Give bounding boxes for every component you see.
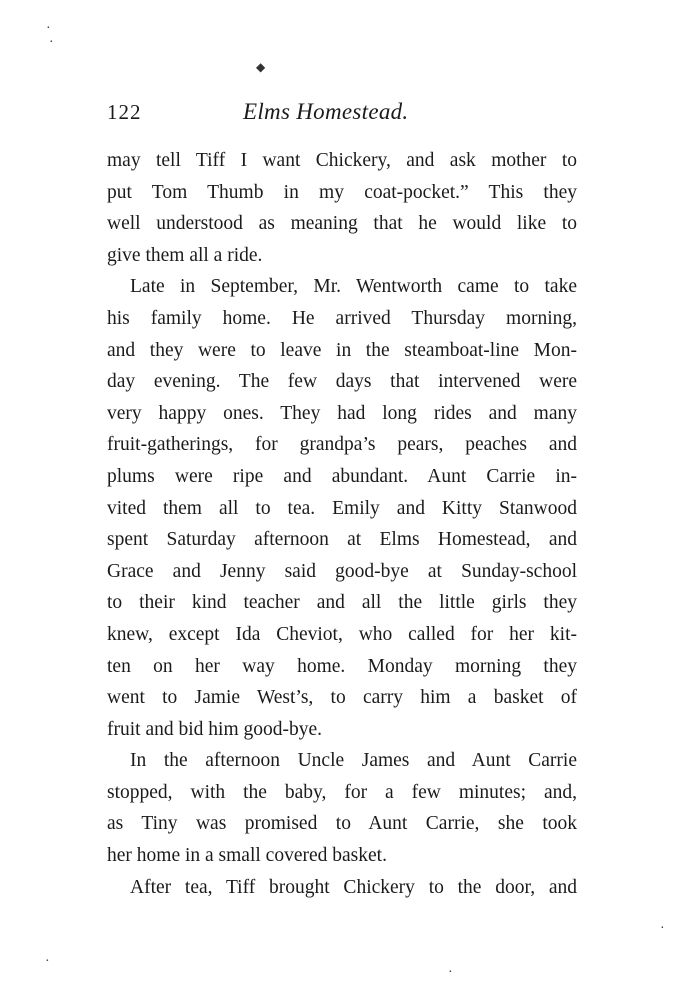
text-line: give them all a ride. <box>107 244 263 266</box>
text-line: ten on her way home. Monday morning they <box>107 655 577 677</box>
speck-mark: · <box>45 954 50 969</box>
text-line: fruit-gatherings, for grandpa’s pears, peaches and <box>107 434 577 456</box>
running-head <box>107 100 577 132</box>
text-line: day evening. The few days that intervened were <box>107 371 577 393</box>
speck-mark: · <box>660 921 665 936</box>
running-title: Elms Homestead. <box>243 99 409 124</box>
text-line: and they were to leave in the steamboat-line Mon- <box>107 339 577 361</box>
text-line: as Tiny was promised to Aunt Carrie, she took <box>107 813 577 835</box>
paragraph-first-line: In the afternoon Uncle James and Aunt Carrie <box>130 750 577 772</box>
speck-mark: · <box>46 21 51 36</box>
text-line: well understood as meaning that he would like to <box>107 213 577 235</box>
paragraph-first-line: After tea, Tiff brought Chickery to the door, and <box>130 876 577 898</box>
text-line: may tell Tiff I want Chickery, and ask mother to <box>107 150 577 171</box>
text-line: put Tom Thumb in my coat-pocket.” This they <box>107 181 577 203</box>
text-line: stopped, with the baby, for a few minutes; and, <box>107 781 577 803</box>
text-line: spent Saturday afternoon at Elms Homestead, and <box>107 529 577 551</box>
text-line: his family home. He arrived Thursday morning, <box>107 307 577 329</box>
body-text <box>107 145 577 903</box>
text-line: went to Jamie West’s, to carry him a basket of <box>107 687 577 709</box>
paragraph-first-line: Late in September, Mr. Wentworth came to take <box>130 276 577 298</box>
text-line: very happy ones. They had long rides and many <box>107 402 577 424</box>
text-line: her home in a small covered basket. <box>107 845 387 867</box>
ink-spot: ◆ <box>256 60 266 74</box>
speck-mark: · <box>448 965 453 980</box>
text-line: Grace and Jenny said good-bye at Sunday-school <box>107 560 577 582</box>
text-line: fruit and bid him good-bye. <box>107 718 323 740</box>
text-line: knew, except Ida Cheviot, who called for her kit- <box>107 623 577 645</box>
text-line: plums were ripe and abundant. Aunt Carrie in- <box>107 465 577 487</box>
text-line: vited them all to tea. Emily and Kitty Stanwood <box>107 497 577 519</box>
text-line: to their kind teacher and all the little girls they <box>107 592 577 614</box>
speck-mark: · <box>49 35 54 50</box>
page-number: 122 <box>107 100 142 124</box>
